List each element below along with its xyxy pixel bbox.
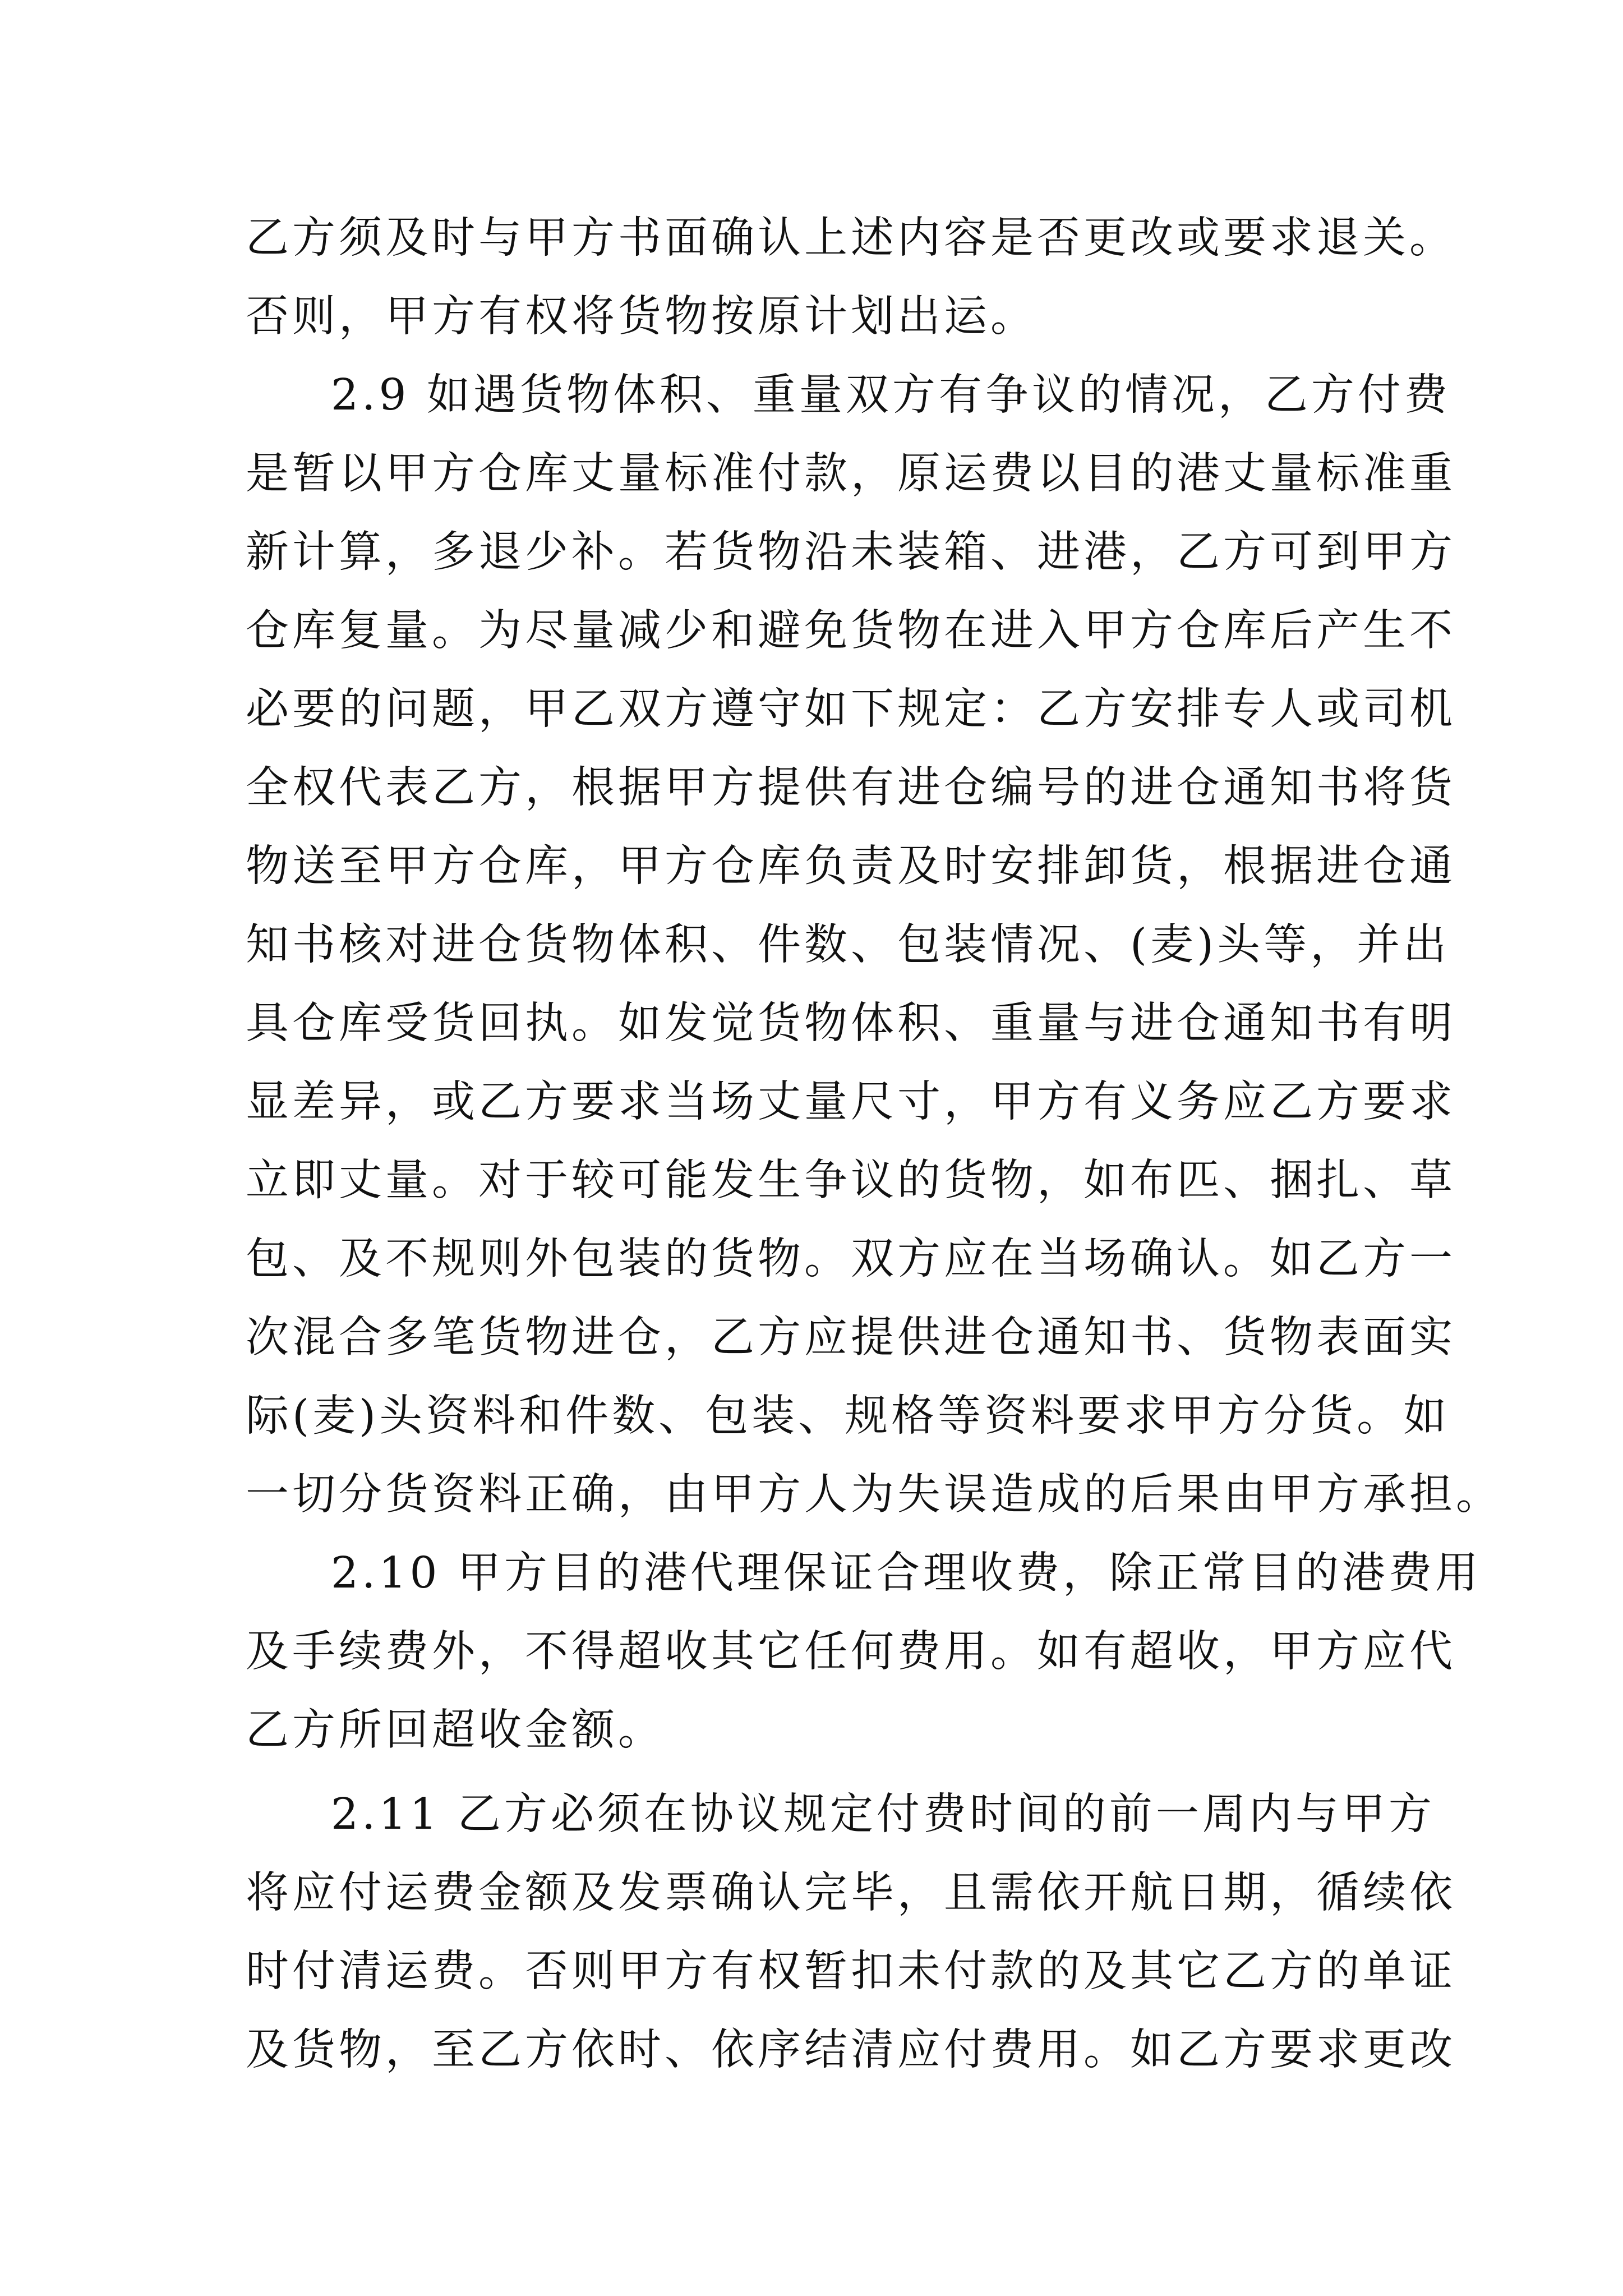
text-line: 2.10 甲方目的港代理保证合理收费，除正常目的港费用 — [331, 1548, 1482, 1598]
text-line: 是暂以甲方仓库丈量标准付款，原运费以目的港丈量标准重 — [246, 449, 1456, 499]
text-line: 物送至甲方仓库，甲方仓库负责及时安排卸货，根据进仓通 — [246, 841, 1456, 891]
text-line: 全权代表乙方，根据甲方提供有进仓编号的进仓通知书将货 — [246, 763, 1456, 813]
text-line: 将应付运费金额及发票确认完毕，且需依开航日期，循续依 — [246, 1868, 1456, 1918]
text-line: 必要的问题，甲乙双方遵守如下规定：乙方安排专人或司机 — [246, 684, 1456, 734]
text-line: 乙方须及时与甲方书面确认上述内容是否更改或要求退关。 — [246, 213, 1456, 263]
text-line: 乙方所回超收金额。 — [246, 1705, 665, 1755]
text-line: 及手续费外，不得超收其它任何费用。如有超收，甲方应代 — [246, 1627, 1456, 1677]
text-line: 时付清运费。否则甲方有权暂扣未付款的及其它乙方的单证 — [246, 1947, 1456, 1996]
text-line: 新计算，多退少补。若货物沿未装箱、进港，乙方可到甲方 — [246, 527, 1456, 577]
text-line: 知书核对进仓货物体积、件数、包装情况、(麦)头等，并出 — [246, 920, 1450, 970]
text-line: 包、及不规则外包装的货物。双方应在当场确认。如乙方一 — [246, 1234, 1456, 1284]
text-line: 仓库复量。为尽量减少和避免货物在进入甲方仓库后产生不 — [246, 606, 1456, 656]
text-line: 立即丈量。对于较可能发生争议的货物，如布匹、捆扎、草 — [246, 1156, 1456, 1205]
text-line: 际(麦)头资料和件数、包装、规格等资料要求甲方分货。如 — [246, 1391, 1450, 1441]
text-line: 否则，甲方有权将货物按原计划出运。 — [246, 292, 1037, 342]
text-line: 次混合多笔货物进仓，乙方应提供进仓通知书、货物表面实 — [246, 1313, 1456, 1363]
text-line: 及货物，至乙方依时、依序结清应付费用。如乙方要求更改 — [246, 2025, 1456, 2075]
text-line: 具仓库受货回执。如发觉货物体积、重量与进仓通知书有明 — [246, 999, 1456, 1048]
text-line: 2.9 如遇货物体积、重量双方有争议的情况，乙方付费 — [331, 370, 1451, 420]
text-line: 2.11 乙方必须在协议规定付费时间的前一周内与甲方 — [331, 1789, 1435, 1839]
text-line: 一切分货资料正确，由甲方人为失误造成的后果由甲方承担。 — [246, 1470, 1502, 1520]
text-line: 显差异，或乙方要求当场丈量尺寸，甲方有义务应乙方要求 — [246, 1077, 1456, 1127]
